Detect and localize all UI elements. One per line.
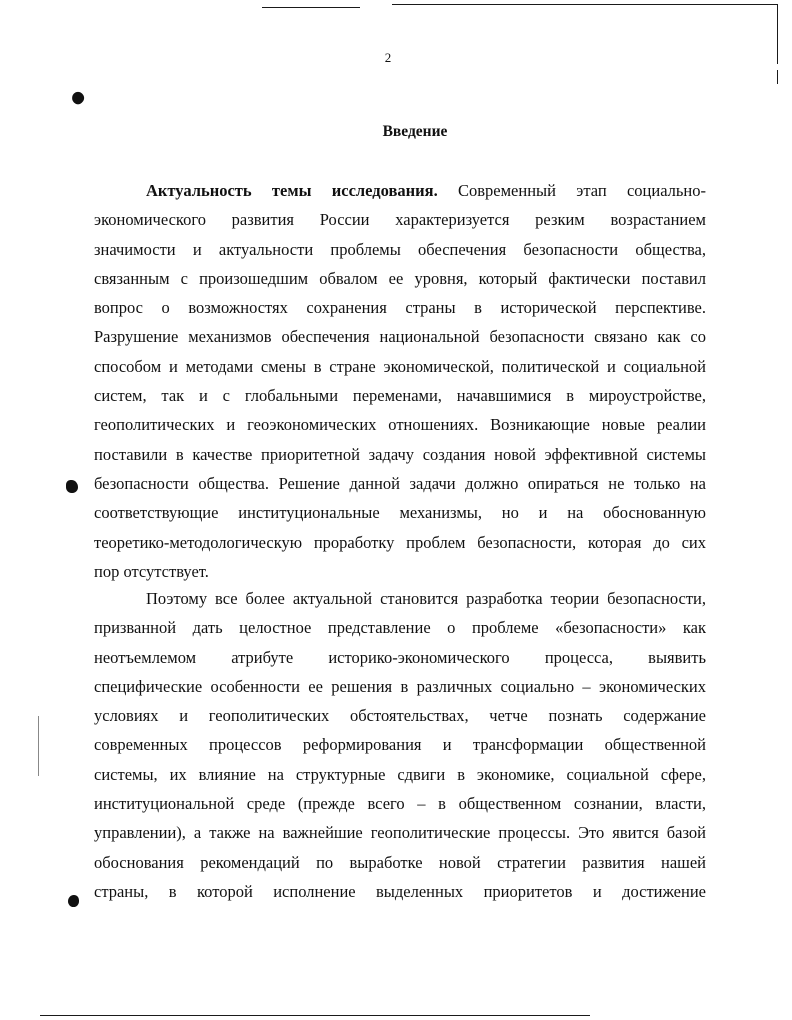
scan-right-border xyxy=(777,4,778,64)
page-title: Введение xyxy=(382,123,448,140)
text-line: Разрушение механизмов обеспечения национальной безопасности связано как со xyxy=(94,327,706,347)
text-line: Актуальность темы исследования. Современный этап социально- xyxy=(146,181,707,200)
lead-phrase: Актуальность темы исследования. xyxy=(146,181,438,200)
text-line: связанным с произошедшим обвалом ее уровня, который фактически поставил xyxy=(94,268,706,288)
text-line: обоснования рекомендаций по выработке новой стратегии развития нашей xyxy=(94,852,706,872)
binding-hole-mark-top xyxy=(70,90,87,107)
scan-left-tick xyxy=(38,716,39,776)
scan-right-border-lower xyxy=(777,70,778,84)
text-line: страны, в которой исполнение выделенных приоритетов и достижение xyxy=(94,881,706,901)
binding-hole-mark-bottom xyxy=(68,895,79,907)
scan-top-border-right xyxy=(392,4,777,5)
text-line: геополитических и геоэкономических отношениях. Возникающие новые реалии xyxy=(94,415,706,435)
text-line: вопрос о возможностях сохранения страны в исторической перспективе. xyxy=(94,298,706,318)
text-line: современных процессов реформирования и трансформации общественной xyxy=(94,735,706,755)
text-line: неотъемлемом атрибуте историко-экономического процесса, выявить xyxy=(94,647,706,667)
scan-top-border xyxy=(262,7,360,8)
paragraph-theory xyxy=(94,584,706,906)
text-line: безопасности общества. Решение данной задачи должно опираться не только на xyxy=(94,473,706,493)
paragraph-relevance xyxy=(94,176,706,586)
text-line: пор отсутствует. xyxy=(94,561,209,581)
text-line: значимости и актуальности проблемы обеспечения безопасности общества, xyxy=(94,239,706,259)
text-line: управлении), а также на важнейшие геополитические процессы. Это явится базой xyxy=(94,823,706,843)
page-number: 2 xyxy=(384,50,392,65)
text-line: экономического развития России характеризуется резким возрастанием xyxy=(94,210,706,230)
text-line: призванной дать целостное представление о проблеме «безопасности» как xyxy=(94,618,706,638)
text-line: поставили в качестве приоритетной задачу создания новой эффективной системы xyxy=(94,444,706,464)
text-line: способом и методами смены в стране экономической, политической и социальной xyxy=(94,356,706,376)
text-line: специфические особенности ее решения в различных социально – экономических xyxy=(94,676,706,696)
text-line: условиях и геополитических обстоятельствах, четче познать содержание xyxy=(94,706,706,726)
text-line: систем, так и с глобальными переменами, начавшимися в мироустройстве, xyxy=(94,386,706,406)
text-line: системы, их влияние на структурные сдвиги в экономике, социальной сфере, xyxy=(94,764,706,784)
scan-bottom-border xyxy=(40,1015,590,1016)
text-line: Поэтому все более актуальной становится разработка теории безопасности, xyxy=(146,589,706,608)
text-line: теоретико-методологическую проработку проблем безопасности, которая до сих xyxy=(94,532,706,552)
text-line: институциональной среде (прежде всего – в общественном сознании, власти, xyxy=(94,794,706,814)
text-line: соответствующие институциональные механизмы, но и на обоснованную xyxy=(94,503,706,523)
binding-hole-mark-middle xyxy=(66,480,78,493)
